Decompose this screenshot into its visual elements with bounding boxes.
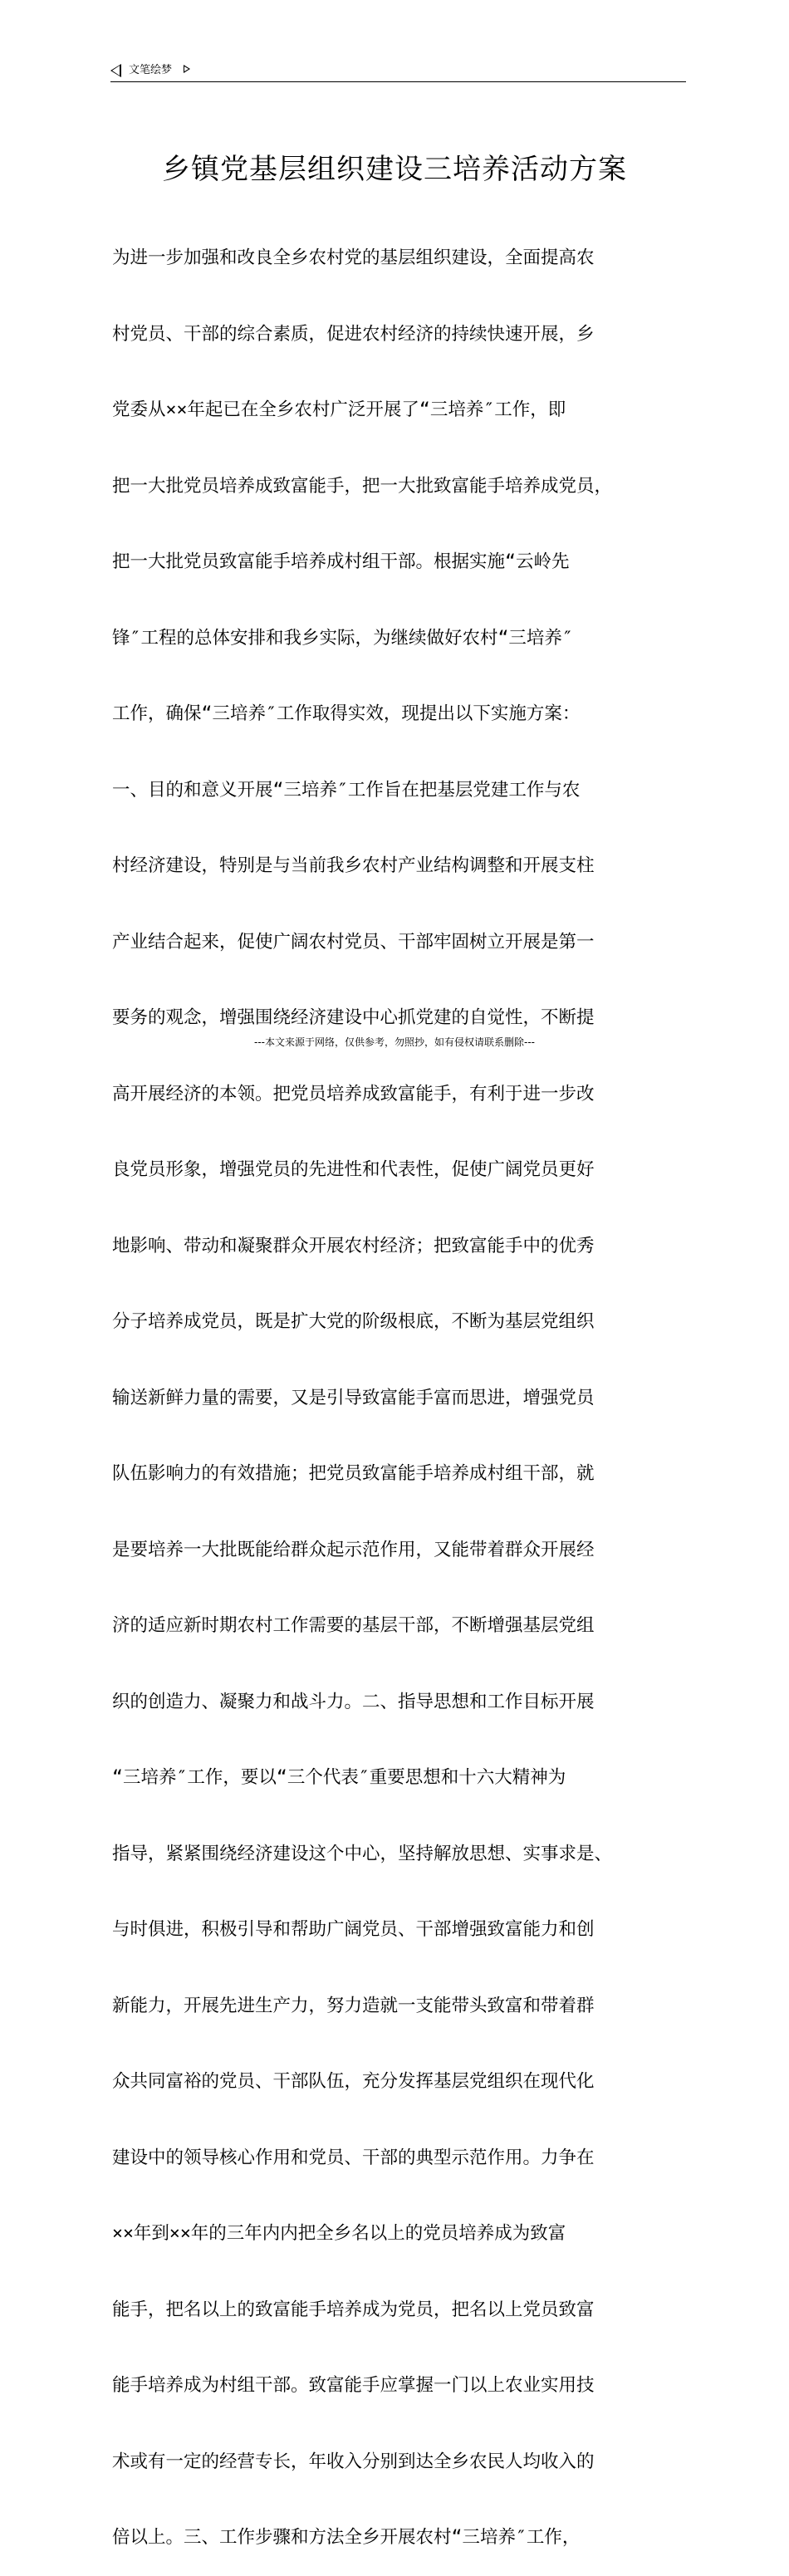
body-line: “三培养″工作，要以“三个代表″重要思想和十六大精神为 bbox=[112, 1767, 566, 1788]
body-line: 村经济建设，特别是与当前我乡农村产业结构调整和开展支柱 bbox=[112, 855, 595, 876]
body-line: 分子培养成党员，既是扩大党的阶级根底，不断为基层党组织 bbox=[112, 1311, 595, 1332]
page-header bbox=[110, 60, 686, 82]
body-line: 倍以上。三、工作步骤和方法全乡开展农村“三培养″工作， bbox=[112, 2527, 581, 2548]
body-line: 地影响、带动和凝聚群众开展农村经济；把致富能手中的优秀 bbox=[112, 1235, 595, 1256]
body-line: 把一大批党员致富能手培养成村组干部。根据实施“云岭先 bbox=[112, 551, 570, 572]
body-line: 一、目的和意义开展“三培养″工作旨在把基层党建工作与农 bbox=[112, 779, 581, 801]
body-line: 把一大批党员培养成致富能手，把一大批致富能手培养成党员， bbox=[112, 475, 613, 497]
body-line: 工作，确保“三培养″工作取得实效，现提出以下实施方案： bbox=[112, 703, 581, 724]
body-line: 能手培养成为村组干部。致富能手应掌握一门以上农业实用技 bbox=[112, 2375, 595, 2396]
triangle-right-icon bbox=[184, 65, 190, 73]
body-line: 新能力，开展先进生产力，努力造就一支能带头致富和带着群 bbox=[112, 1995, 595, 2016]
body-line: 村党员、干部的综合素质，促进农村经济的持续快速开展，乡 bbox=[112, 323, 595, 345]
header-brand: 文笔绘梦 bbox=[129, 64, 173, 76]
body-line: 众共同富裕的党员、干部队伍，充分发挥基层党组织在现代化 bbox=[112, 2071, 595, 2092]
body-line: 输送新鲜力量的需要，又是引导致富能手富而思进，增强党员 bbox=[112, 1387, 595, 1408]
document-title: 乡镇党基层组织建设三培养活动方案 bbox=[162, 153, 627, 186]
body-line: 良党员形象，增强党员的先进性和代表性，促使广阔党员更好 bbox=[112, 1159, 595, 1180]
body-line: 为进一步加强和改良全乡农村党的基层组织建设，全面提高农 bbox=[112, 247, 595, 268]
body-line: 织的创造力、凝聚力和战斗力。二、指导思想和工作目标开展 bbox=[112, 1691, 595, 1712]
body-line: 队伍影响力的有效措施；把党员致富能手培养成村组干部，就 bbox=[112, 1463, 595, 1484]
body-line: 锋″工程的总体安排和我乡实际，为继续做好农村“三培养″ bbox=[112, 627, 573, 649]
document-body bbox=[112, 195, 693, 2576]
body-line: 党委从××年起已在全乡农村广泛开展了“三培养″工作，即 bbox=[112, 399, 566, 420]
triangle-left-icon bbox=[110, 64, 121, 77]
footer-notice: ---本文来源于网络，仅供参考，勿照抄，如有侵权请联系删除--- bbox=[254, 1036, 535, 1048]
body-line: 要务的观念，增强围绕经济建设中心抓党建的自觉性，不断提 bbox=[112, 1007, 595, 1028]
body-line: 指导，紧紧围绕经济建设这个中心，坚持解放思想、实事求是、 bbox=[112, 1843, 613, 1864]
body-line: ××年到××年的三年内内把全乡名以上的党员培养成为致富 bbox=[112, 2223, 566, 2244]
body-line: 高开展经济的本领。把党员培养成致富能手，有利于进一步改 bbox=[112, 1083, 595, 1104]
body-line: 济的适应新时期农村工作需要的基层干部，不断增强基层党组 bbox=[112, 1615, 595, 1636]
body-line: 与时俱进，积极引导和帮助广阔党员、干部增强致富能力和创 bbox=[112, 1919, 595, 1940]
body-line: 建设中的领导核心作用和党员、干部的典型示范作用。力争在 bbox=[112, 2147, 595, 2168]
body-line: 是要培养一大批既能给群众起示范作用，又能带着群众开展经 bbox=[112, 1539, 595, 1560]
body-line: 产业结合起来，促使广阔农村党员、干部牢固树立开展是第一 bbox=[112, 931, 595, 953]
body-line: 能手，把名以上的致富能手培养成为党员，把名以上党员致富 bbox=[112, 2299, 595, 2320]
body-line: 术或有一定的经营专长，年收入分别到达全乡农民人均收入的 bbox=[112, 2451, 595, 2472]
